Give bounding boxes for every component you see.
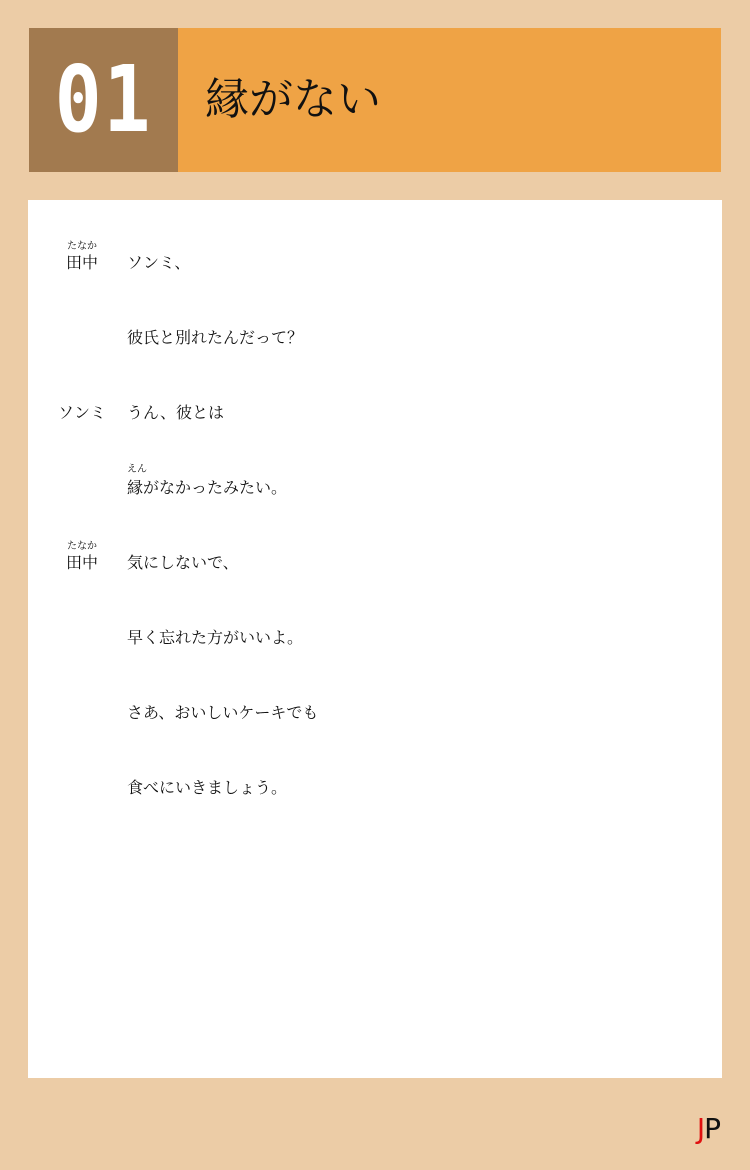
lesson-title-box bbox=[178, 28, 721, 172]
speaker-name bbox=[28, 541, 136, 573]
speaker-label: 田中 bbox=[65, 253, 98, 272]
dialogue-line: 食べにいきましょう。 bbox=[127, 778, 288, 797]
lesson-title: 縁がない bbox=[205, 74, 381, 125]
word-ruby: えん bbox=[127, 464, 147, 475]
jp-logo bbox=[696, 1112, 720, 1145]
dialogue-line: 彼氏と別れたんだって？ bbox=[127, 328, 304, 347]
dialogue-line: 気にしないで、 bbox=[127, 553, 239, 572]
speaker-label: 田中 bbox=[65, 553, 98, 572]
lesson-number-box bbox=[29, 28, 178, 172]
dialogue-line: 早く忘れた方がいいよ。 bbox=[127, 628, 304, 647]
dialogue-row bbox=[28, 233, 722, 273]
lesson-number: 01 bbox=[54, 46, 153, 153]
dialogue-row bbox=[28, 383, 722, 423]
speaker-ruby: たなか bbox=[67, 241, 97, 252]
dialogue-row bbox=[28, 758, 722, 798]
dialogue-line: さあ、おいしいケーキでも bbox=[127, 703, 319, 722]
ruby-base: 縁 bbox=[127, 478, 144, 497]
ruby-word bbox=[127, 464, 147, 498]
dialogue-line: うん、彼とは bbox=[127, 403, 224, 422]
dialogue-row bbox=[28, 608, 722, 648]
logo-letter-p: P bbox=[704, 1112, 720, 1145]
speaker-label: ソンミ bbox=[57, 403, 106, 422]
line-rest: がなかったみたい。 bbox=[143, 478, 288, 497]
dialogue-line bbox=[127, 464, 288, 498]
speaker-ruby: たなか bbox=[67, 541, 97, 552]
speaker-name bbox=[28, 241, 136, 273]
dialogue-row bbox=[28, 533, 722, 573]
dialogue-row bbox=[28, 458, 722, 498]
dialogue-row bbox=[28, 683, 722, 723]
logo-letter-j: J bbox=[696, 1112, 705, 1145]
dialogue-card bbox=[28, 200, 722, 1078]
dialogue-row bbox=[28, 308, 722, 348]
speaker-name bbox=[28, 403, 136, 423]
lesson-header bbox=[29, 28, 721, 172]
dialogue-line: ソンミ、 bbox=[127, 253, 191, 272]
